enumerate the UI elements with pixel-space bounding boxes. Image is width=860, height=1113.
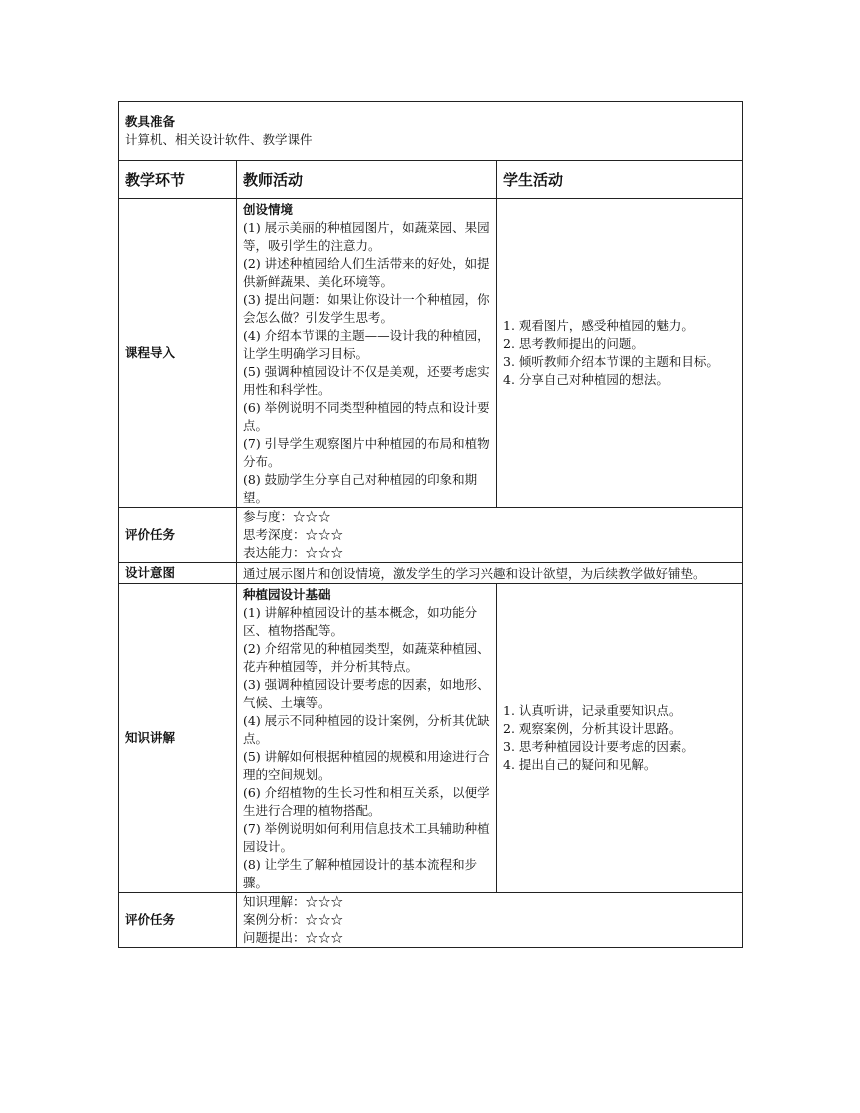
- eval2-row: [119, 893, 743, 948]
- list-item: 3. 倾听教师介绍本节课的主题和目标。: [503, 354, 719, 369]
- intent-label: 设计意图: [119, 563, 237, 584]
- list-item: (6) 举例说明不同类型种植园的特点和设计要点。: [243, 400, 490, 433]
- intro-label: 课程导入: [119, 199, 237, 508]
- list-item: (3) 提出问题：如果让你设计一个种植园，你会怎么做？引发学生思考。: [243, 292, 490, 325]
- list-item: 4. 分享自己对种植园的想法。: [503, 372, 669, 387]
- list-item: (5) 讲解如何根据种植园的规模和用途进行合理的空间规划。: [243, 749, 490, 782]
- list-item: (7) 举例说明如何利用信息技术工具辅助种植园设计。: [243, 821, 490, 854]
- list-item: (4) 介绍本节课的主题——设计我的种植园，让学生明确学习目标。: [243, 328, 490, 361]
- intent-content: 通过展示图片和创设情境，激发学生的学习兴趣和设计欲望，为后续教学做好铺垫。: [237, 563, 743, 584]
- intro-student-list: [503, 317, 742, 389]
- intro-teacher-list: [243, 219, 496, 507]
- eval-item: 表达能力：☆☆☆: [243, 545, 344, 560]
- list-item: (7) 引导学生观察图片中种植园的布局和植物分布。: [243, 436, 490, 469]
- intro-student-cell: [497, 199, 743, 508]
- header-teacher: 教师活动: [237, 161, 497, 199]
- eval1-cell: [237, 508, 743, 563]
- knowledge-teacher-list: [243, 604, 496, 892]
- prep-title: 教具准备: [125, 114, 176, 129]
- eval-item: 参与度：☆☆☆: [243, 509, 331, 524]
- knowledge-student-list: [503, 702, 742, 774]
- eval-item: 思考深度：☆☆☆: [243, 527, 344, 542]
- prep-cell: [119, 102, 743, 161]
- eval-item: 知识理解：☆☆☆: [243, 894, 344, 909]
- knowledge-label: 知识讲解: [119, 584, 237, 893]
- list-item: (1) 讲解种植园设计的基本概念，如功能分区、植物搭配等。: [243, 605, 478, 638]
- list-item: (8) 让学生了解种植园设计的基本流程和步骤。: [243, 857, 478, 890]
- eval2-cell: [237, 893, 743, 948]
- list-item: (3) 强调种植园设计要考虑的因素，如地形、气候、土壤等。: [243, 677, 490, 710]
- list-item: 1. 认真听讲，记录重要知识点。: [503, 703, 682, 718]
- list-item: (5) 强调种植园设计不仅是美观，还要考虑实用性和科学性。: [243, 364, 490, 397]
- knowledge-teacher-cell: [237, 584, 497, 893]
- list-item: (8) 鼓励学生分享自己对种植园的印象和期望。: [243, 472, 478, 505]
- list-item: (2) 介绍常见的种植园类型，如蔬菜种植园、花卉种植园等，并分析其特点。: [243, 641, 490, 674]
- list-item: 1. 观看图片，感受种植园的魅力。: [503, 318, 694, 333]
- list-item: (1) 展示美丽的种植园图片，如蔬菜园、果园等，吸引学生的注意力。: [243, 220, 490, 253]
- intent-row: [119, 563, 743, 584]
- list-item: 3. 思考种植园设计要考虑的因素。: [503, 739, 694, 754]
- eval-item: 案例分析：☆☆☆: [243, 912, 344, 927]
- eval1-row: [119, 508, 743, 563]
- header-student: 学生活动: [497, 161, 743, 199]
- list-item: (6) 介绍植物的生长习性和相互关系，以便学生进行合理的植物搭配。: [243, 785, 490, 818]
- list-item: 2. 观察案例，分析其设计思路。: [503, 721, 682, 736]
- eval-item: 问题提出：☆☆☆: [243, 930, 344, 945]
- prep-row: [119, 102, 743, 161]
- intro-teacher-cell: [237, 199, 497, 508]
- list-item: (2) 讲述种植园给人们生活带来的好处，如提供新鲜蔬果、美化环境等。: [243, 256, 490, 289]
- knowledge-row: [119, 584, 743, 893]
- list-item: (4) 展示不同种植园的设计案例，分析其优缺点。: [243, 713, 490, 746]
- knowledge-student-cell: [497, 584, 743, 893]
- header-stage: 教学环节: [119, 161, 237, 199]
- prep-content: 计算机、相关设计软件、教学课件: [125, 132, 313, 147]
- list-item: 4. 提出自己的疑问和见解。: [503, 757, 657, 772]
- header-row: [119, 161, 743, 199]
- eval1-label: 评价任务: [119, 508, 237, 563]
- list-item: 2. 思考教师提出的问题。: [503, 336, 644, 351]
- eval2-label: 评价任务: [119, 893, 237, 948]
- lesson-plan-table: [118, 101, 743, 948]
- intro-teacher-title: 创设情境: [243, 202, 294, 217]
- knowledge-teacher-title: 种植园设计基础: [243, 587, 331, 602]
- intro-row: [119, 199, 743, 508]
